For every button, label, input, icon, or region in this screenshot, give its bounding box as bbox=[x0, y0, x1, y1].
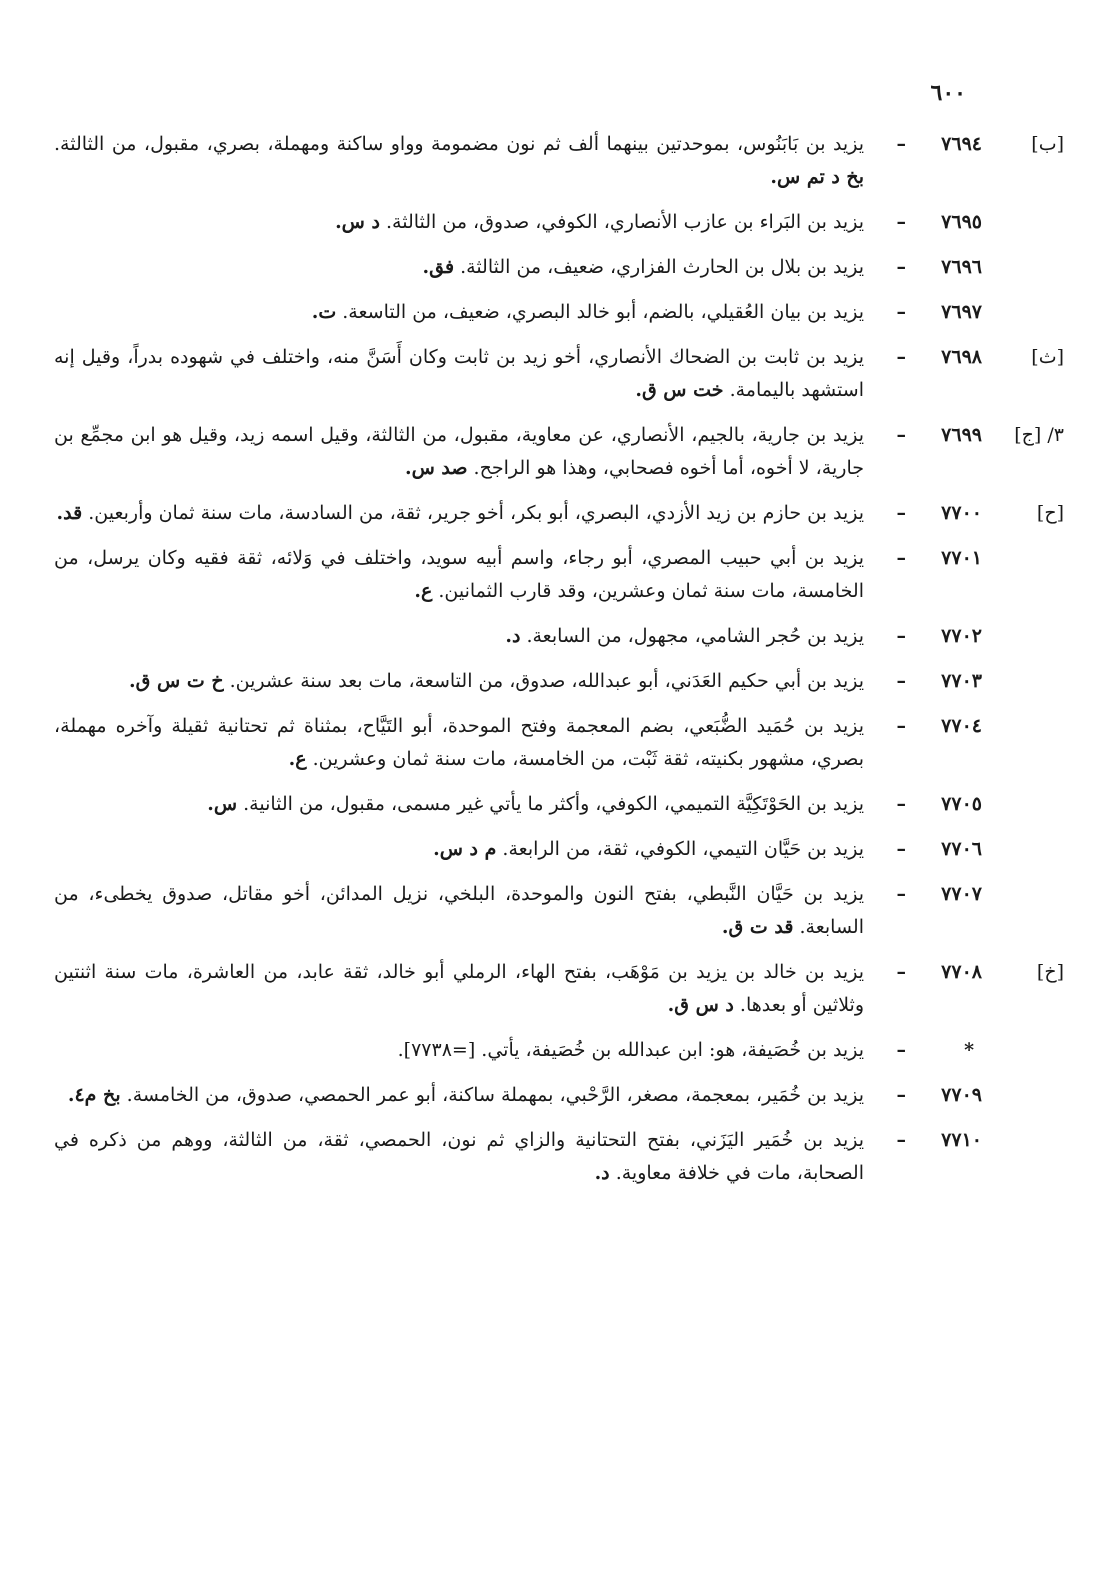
entry bbox=[54, 620, 1064, 653]
entry bbox=[54, 1079, 1064, 1112]
entry bbox=[54, 833, 1064, 866]
entry-body: يزيد بن أبي حبيب المصري، أبو رجاء، واسم أبيه سويد، واختلف في وَلائه، ثقة فقيه وكان يرسل، من الخامسة، مات سنة ثمان وعشرين، وقد قارب الثمانين. bbox=[54, 547, 864, 602]
entry-body: يزيد بن بلال بن الحارث الفزاري، ضعيف، من الثالثة. bbox=[460, 256, 864, 278]
entry-dash: – bbox=[896, 793, 906, 815]
entry-codes: بخ م٤. bbox=[67, 1084, 121, 1106]
entry-text bbox=[54, 710, 864, 776]
entry-text bbox=[54, 620, 864, 653]
entry-letter-marker: [ح] bbox=[1036, 502, 1064, 524]
entry-body: يزيد بن ثابت بن الضحاك الأنصاري، أخو زيد بن ثابت وكان أَسَنَّ منه، واختلف في شهوده بدراً، وقيل إنه استشهد باليمامة. bbox=[54, 346, 864, 401]
entry-letter-marker: [ب] bbox=[1031, 133, 1064, 155]
entry bbox=[54, 1034, 1064, 1067]
entry-body: يزيد بن البَراء بن عازب الأنصاري، الكوفي، صدوق، من الثالثة. bbox=[386, 211, 864, 233]
entry-text bbox=[54, 497, 864, 530]
entry bbox=[54, 1124, 1064, 1190]
entry bbox=[54, 878, 1064, 944]
entry-body: يزيد بن حُجر الشامي، مجهول، من السابعة. bbox=[526, 625, 864, 647]
entry-body: يزيد بن خالد بن يزيد بن مَوْهَب، بفتح الهاء، الرملي أبو خالد، ثقة عابد، من العاشرة، مات سنة اثنتين وثلاثين أو بعدها. bbox=[54, 961, 864, 1016]
entry-body: يزيد بن خُصَيفة، هو: ابن عبدالله بن خُصَيفة، يأتي. [=٧٧٣٨]. bbox=[397, 1039, 864, 1061]
entry-text bbox=[54, 1034, 864, 1067]
entry-codes: س. bbox=[207, 793, 238, 815]
entry-dash: – bbox=[896, 346, 906, 368]
entry-number: ٧٦٩٨ bbox=[941, 346, 982, 368]
entry-number: ٧٦٩٤ bbox=[941, 133, 982, 155]
entry-dash: – bbox=[896, 424, 906, 446]
entry bbox=[54, 296, 1064, 329]
entry-dash: – bbox=[896, 211, 906, 233]
entry-codes: قد ت ق. bbox=[721, 916, 794, 938]
entry bbox=[54, 419, 1064, 485]
entry-number: ٧٧١٠ bbox=[941, 1129, 982, 1151]
entry-number: ٧٧٠٠ bbox=[941, 502, 982, 524]
entry bbox=[54, 206, 1064, 239]
entry-text bbox=[54, 341, 864, 407]
entry-body: يزيد بن الحَوْتَكِيَّة التميمي، الكوفي، وأكثر ما يأتي غير مسمى، مقبول، من الثانية. bbox=[243, 793, 864, 815]
page-number: ٦٠٠ bbox=[930, 80, 966, 106]
entry-text bbox=[54, 251, 864, 284]
entry bbox=[54, 665, 1064, 698]
entry-codes: صد س. bbox=[404, 457, 468, 479]
entry-codes: خت س ق. bbox=[635, 379, 724, 401]
entry-codes: خ ت س ق. bbox=[129, 670, 224, 692]
entry bbox=[54, 542, 1064, 608]
entry-codes: د س. bbox=[335, 211, 380, 233]
entry bbox=[54, 251, 1064, 284]
entry-codes: م د س. bbox=[433, 838, 497, 860]
entry-codes: فق. bbox=[422, 256, 455, 278]
entry-body: يزيد بن حَيَّان النَّبطي، بفتح النون والموحدة، البلخي، نزيل المدائن، أخو مقاتل، صدوق يخطىء، من السابعة. bbox=[54, 883, 864, 938]
entry-codes: ع. bbox=[288, 748, 307, 770]
entry-codes: ت. bbox=[311, 301, 337, 323]
entry-number: ٧٦٩٩ bbox=[941, 424, 982, 446]
entry-codes: د. bbox=[594, 1162, 610, 1184]
entry-text bbox=[54, 1124, 864, 1190]
entry-dash: – bbox=[896, 1129, 906, 1151]
entry-text bbox=[54, 1079, 864, 1112]
entry-body: يزيد بن بيان العُقيلي، بالضم، أبو خالد البصري، ضعيف، من التاسعة. bbox=[342, 301, 864, 323]
entry-text bbox=[54, 542, 864, 608]
entry-codes: قد. bbox=[56, 502, 83, 524]
entry-letter-marker: [ث] bbox=[1031, 346, 1064, 368]
entry-number: ٧٦٩٧ bbox=[941, 301, 982, 323]
entry-number: ٧٧٠٤ bbox=[941, 715, 982, 737]
entry-text bbox=[54, 788, 864, 821]
entry bbox=[54, 497, 1064, 530]
entry-text bbox=[54, 878, 864, 944]
entry-number: ٧٧٠٩ bbox=[941, 1084, 982, 1106]
entry-codes: بخ د تم س. bbox=[770, 166, 864, 188]
entry-list bbox=[54, 128, 1064, 1202]
entry-body: يزيد بن حُمَيد الضُّبَعي، بضم المعجمة وفتح الموحدة، أبو التَيَّاح، بمثناة ثم تحتانية ثقيلة وآخره مهملة، بصري، مشهور بكنيته، ثقة ثَبْت، من الخامسة، مات سنة ثمان وعشرين. bbox=[54, 715, 864, 770]
entry-dash: – bbox=[896, 1084, 906, 1106]
entry-dash: – bbox=[896, 625, 906, 647]
entry-codes: ع. bbox=[414, 580, 433, 602]
entry-number: ٧٧٠٥ bbox=[941, 793, 982, 815]
entry-cross-reference-star: * bbox=[964, 1039, 974, 1061]
entry-text bbox=[54, 206, 864, 239]
entry-body: يزيد بن حازم بن زيد الأزدي، البصري، أبو بكر، أخو جرير، ثقة، من السادسة، مات سنة ثمان وأربعين. bbox=[88, 502, 864, 524]
entry-dash: – bbox=[896, 883, 906, 905]
entry-codes: د س ق. bbox=[667, 994, 734, 1016]
entry bbox=[54, 710, 1064, 776]
entry bbox=[54, 128, 1064, 194]
entry-number: ٧٧٠٨ bbox=[941, 961, 982, 983]
entry-dash: – bbox=[896, 502, 906, 524]
entry-letter-marker: ٣/ [ج] bbox=[1014, 424, 1064, 446]
entry-body: يزيد بن خُمَير اليَزَني، بفتح التحتانية والزاي ثم نون، الحمصي، ثقة، من الثالثة، ووهم من ذكره في الصحابة، مات في خلافة معاوية. bbox=[54, 1129, 864, 1184]
entry-number: ٧٧٠٣ bbox=[941, 670, 982, 692]
entry-dash: – bbox=[896, 670, 906, 692]
entry-text bbox=[54, 296, 864, 329]
entry bbox=[54, 788, 1064, 821]
entry-text bbox=[54, 833, 864, 866]
entry-dash: – bbox=[896, 547, 906, 569]
entry-body: يزيد بن جارية، بالجيم، الأنصاري، عن معاوية، مقبول، من الثالثة، وقيل اسمه زيد، وقيل هو ابن مجمِّع بن جارية، لا أخوه، أما أخوه فصحابي، وهذا هو الراجح. bbox=[54, 424, 864, 479]
entry bbox=[54, 341, 1064, 407]
entry-number: ٧٦٩٥ bbox=[941, 211, 982, 233]
entry-number: ٧٦٩٦ bbox=[941, 256, 982, 278]
entry-text bbox=[54, 419, 864, 485]
entry-number: ٧٧٠٦ bbox=[941, 838, 982, 860]
entry-dash: – bbox=[896, 715, 906, 737]
entry-body: يزيد بن خُمَير، بمعجمة، مصغر، الرَّحْبي، بمهملة ساكنة، أبو عمر الحمصي، صدوق، من الخامسة. bbox=[126, 1084, 864, 1106]
entry bbox=[54, 956, 1064, 1022]
entry-body: يزيد بن أبي حكيم العَدَني، أبو عبدالله، صدوق، من التاسعة، مات بعد سنة عشرين. bbox=[229, 670, 864, 692]
entry-number: ٧٧٠٧ bbox=[941, 883, 982, 905]
entry-body: يزيد بن حَيَّان التيمي، الكوفي، ثقة، من الرابعة. bbox=[502, 838, 864, 860]
entry-letter-marker: [خ] bbox=[1036, 961, 1064, 983]
entry-dash: – bbox=[896, 133, 906, 155]
entry-text bbox=[54, 128, 864, 194]
entry-dash: – bbox=[896, 838, 906, 860]
entry-dash: – bbox=[896, 256, 906, 278]
entry-dash: – bbox=[896, 301, 906, 323]
entry-number: ٧٧٠٢ bbox=[941, 625, 982, 647]
entry-number: ٧٧٠١ bbox=[941, 547, 982, 569]
entry-dash: – bbox=[896, 1039, 906, 1061]
entry-dash: – bbox=[896, 961, 906, 983]
entry-text bbox=[54, 665, 864, 698]
entry-codes: د. bbox=[505, 625, 521, 647]
entry-text bbox=[54, 956, 864, 1022]
entry-body: يزيد بن بَابَنُوس، بموحدتين بينهما ألف ثم نون مضمومة وواو ساكنة ومهملة، بصري، مقبول، من الثالثة. bbox=[54, 133, 864, 155]
